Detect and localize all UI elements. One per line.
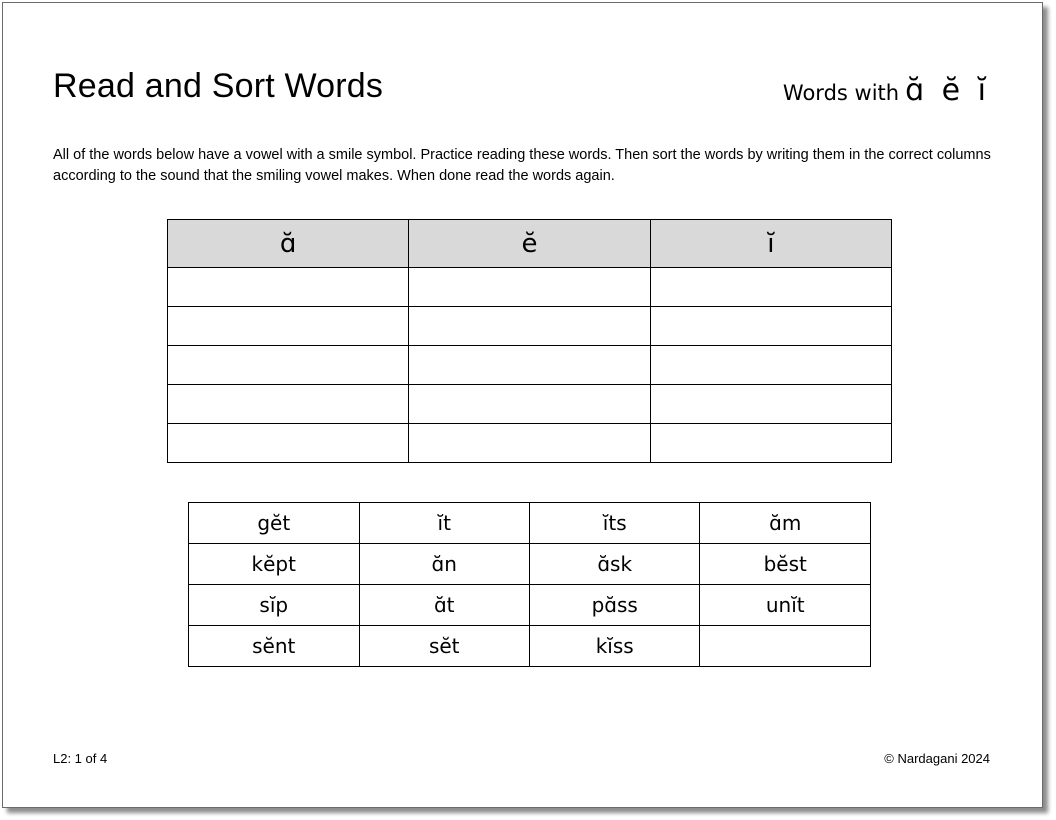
sort-cell-blank[interactable] bbox=[650, 307, 891, 346]
subtitle bbox=[783, 73, 990, 108]
sort-table bbox=[167, 219, 892, 463]
subtitle-vowels: ɑ̆ ĕ ĭ bbox=[905, 73, 990, 108]
sort-table-row bbox=[168, 385, 892, 424]
word-cell-empty bbox=[700, 626, 871, 667]
sort-column-header-a: ɑ̆ bbox=[168, 220, 409, 268]
sort-cell-blank[interactable] bbox=[650, 424, 891, 463]
word-cell: ɑ̆t bbox=[359, 585, 529, 626]
word-cell: ĭt bbox=[359, 503, 529, 544]
word-grid-row bbox=[189, 585, 871, 626]
word-cell: sĭp bbox=[189, 585, 360, 626]
word-cell: gĕt bbox=[189, 503, 360, 544]
word-grid-row bbox=[189, 544, 871, 585]
word-cell: ĭts bbox=[529, 503, 700, 544]
sort-cell-blank[interactable] bbox=[168, 385, 409, 424]
sort-cell-blank[interactable] bbox=[409, 346, 650, 385]
sort-table-row bbox=[168, 424, 892, 463]
sort-table-row bbox=[168, 307, 892, 346]
word-cell: sĕt bbox=[359, 626, 529, 667]
word-cell: kĭss bbox=[529, 626, 700, 667]
sort-cell-blank[interactable] bbox=[168, 307, 409, 346]
sort-table-row bbox=[168, 268, 892, 307]
sort-cell-blank[interactable] bbox=[168, 424, 409, 463]
sort-cell-blank[interactable] bbox=[650, 346, 891, 385]
sort-column-header-e: ĕ bbox=[409, 220, 650, 268]
subtitle-label: Words with bbox=[782, 81, 900, 105]
word-grid-row bbox=[189, 503, 871, 544]
page-title: Read and Sort Words bbox=[53, 67, 384, 105]
sort-cell-blank[interactable] bbox=[409, 307, 650, 346]
page-number: L2: 1 of 4 bbox=[53, 751, 108, 766]
sort-table-row bbox=[168, 346, 892, 385]
word-cell: ɑ̆n bbox=[359, 544, 529, 585]
word-cell: unĭt bbox=[700, 585, 871, 626]
sort-cell-blank[interactable] bbox=[650, 385, 891, 424]
word-grid bbox=[188, 502, 871, 667]
word-cell: kĕpt bbox=[189, 544, 360, 585]
sort-column-header-i: ĭ bbox=[650, 220, 891, 268]
instructions: All of the words below have a vowel with a smile symbol. Practice reading these words. Then sort the words by writing them in the correct columns according to the sound that the smiling vowel makes. When done read the words again. bbox=[53, 147, 991, 184]
copyright: © Nardagani 2024 bbox=[884, 751, 990, 766]
sort-cell-blank[interactable] bbox=[168, 346, 409, 385]
worksheet-page bbox=[2, 2, 1043, 808]
sort-cell-blank[interactable] bbox=[409, 424, 650, 463]
sort-cell-blank[interactable] bbox=[409, 385, 650, 424]
sort-cell-blank[interactable] bbox=[168, 268, 409, 307]
sort-cell-blank[interactable] bbox=[409, 268, 650, 307]
word-cell: ɑ̆sk bbox=[529, 544, 700, 585]
sort-cell-blank[interactable] bbox=[650, 268, 891, 307]
word-cell: bĕst bbox=[700, 544, 871, 585]
sort-table-header-row bbox=[168, 220, 892, 268]
word-cell: sĕnt bbox=[189, 626, 360, 667]
word-cell: pɑ̆ss bbox=[529, 585, 700, 626]
word-cell: ɑ̆m bbox=[700, 503, 871, 544]
word-grid-row bbox=[189, 626, 871, 667]
